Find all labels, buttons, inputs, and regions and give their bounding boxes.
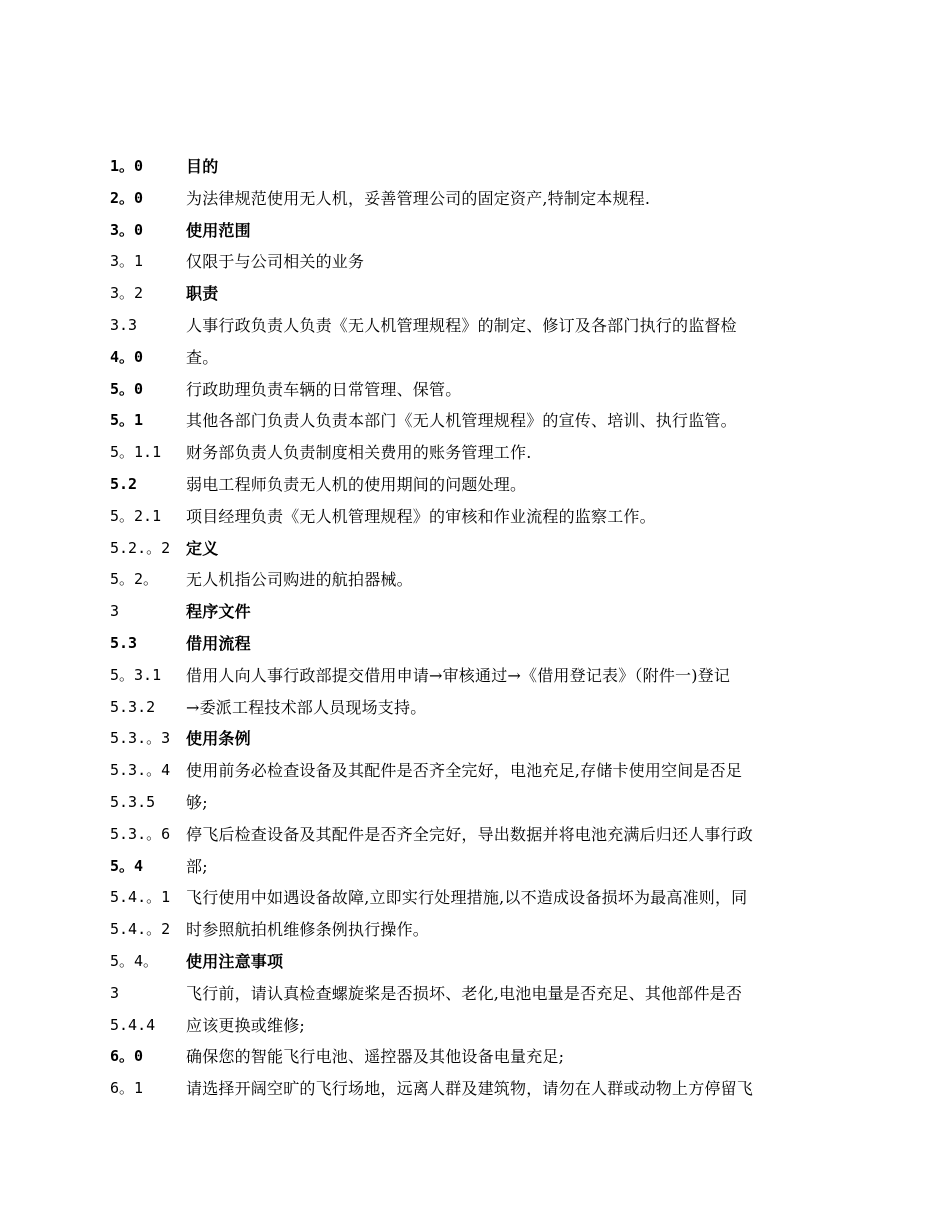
line-text: 目的 <box>186 157 219 176</box>
section-number: 3 <box>110 602 120 621</box>
line-text: 仅限于与公司相关的业务 <box>186 252 365 272</box>
document-line <box>110 215 850 247</box>
section-number: 6。0 <box>110 1047 144 1066</box>
document-line <box>110 342 850 374</box>
section-number: 5.3.。6 <box>110 824 171 843</box>
section-number: 5。2。 <box>110 570 159 589</box>
line-text: 请选择开阔空旷的飞行场地，远离人群及建筑物，请勿在人群或动物上方停留飞 <box>186 1079 754 1099</box>
line-text: 时参照航拍机维修条例执行操作。 <box>186 920 430 940</box>
section-number: 3。1 <box>110 252 144 271</box>
line-text: 应该更换或维修; <box>186 1015 305 1035</box>
document-line <box>110 628 850 660</box>
section-number: 6。1 <box>110 1079 144 1098</box>
line-text: 为法律规范使用无人机，妥善管理公司的固定资产,特制定本规程. <box>186 188 651 208</box>
section-number: 5。3.1 <box>110 665 162 684</box>
document-line <box>110 151 850 183</box>
document-line <box>110 501 850 533</box>
section-number: 5.3 <box>110 633 138 652</box>
line-text: 停飞后检查设备及其配件是否齐全完好，导出数据并将电池充满后归还人事行政 <box>186 824 754 844</box>
section-number: 5.4.4 <box>110 1015 156 1034</box>
line-text: 定义 <box>186 538 219 558</box>
line-text: 行政助理负责车辆的日常管理、保管。 <box>186 379 462 399</box>
document-line <box>110 1041 850 1073</box>
section-number: 3.3 <box>110 315 138 334</box>
document-line <box>110 246 850 278</box>
section-number: 5.2 <box>110 474 138 493</box>
line-text: 使用注意事项 <box>186 951 284 971</box>
document-line <box>110 692 850 724</box>
document-line <box>110 405 850 437</box>
line-text: 使用范围 <box>186 220 251 240</box>
document-line <box>110 946 850 978</box>
section-number: 5。4 <box>110 856 144 875</box>
line-text: 飞行前，请认真检查螺旋桨是否损坏、老化,电池电量是否充足、其他部件是否 <box>186 983 743 1003</box>
line-text: 程序文件 <box>186 602 251 622</box>
section-number: 5.3.。3 <box>110 729 171 748</box>
section-number: 2。0 <box>110 188 144 207</box>
section-number: 5.3.2 <box>110 697 156 716</box>
line-text: 部; <box>186 856 208 876</box>
document-line <box>110 278 850 310</box>
document-line <box>110 978 850 1010</box>
document-line <box>110 660 850 692</box>
line-text: 财务部负责人负责制度相关费用的账务管理工作. <box>186 443 532 463</box>
section-number: 5。4。 <box>110 951 159 970</box>
section-number: 5。0 <box>110 379 144 398</box>
section-number: 3。0 <box>110 220 144 239</box>
document-line <box>110 914 850 946</box>
document-line <box>110 787 850 819</box>
line-text: 职责 <box>186 284 219 304</box>
section-number: 5.4.。2 <box>110 920 171 939</box>
document-line <box>110 819 850 851</box>
document-line <box>110 374 850 406</box>
section-number: 4。0 <box>110 347 144 366</box>
section-number: 5.4.。1 <box>110 888 171 907</box>
section-number: 1。0 <box>110 157 144 175</box>
line-text: 使用前务必检查设备及其配件是否齐全完好，电池充足,存储卡使用空间是否足 <box>186 761 743 781</box>
line-text: 查。 <box>186 347 219 367</box>
document-line <box>110 533 850 565</box>
line-text: 借用流程 <box>186 633 251 653</box>
section-number: 5。1.1 <box>110 443 162 462</box>
section-number: 5.2.。2 <box>110 538 171 557</box>
line-text: 项目经理负责《无人机管理规程》的审核和作业流程的监察工作。 <box>186 506 656 526</box>
section-number: 5。1 <box>110 411 144 430</box>
line-text: 够; <box>186 792 208 812</box>
line-text: 使用条例 <box>186 729 251 749</box>
document-line <box>110 851 850 883</box>
document-line <box>110 723 850 755</box>
section-number: 3 <box>110 983 120 1002</box>
line-text: →委派工程技术部人员现场支持。 <box>186 697 427 717</box>
document-body <box>110 151 850 1105</box>
document-line <box>110 755 850 787</box>
document-line <box>110 469 850 501</box>
line-text: 弱电工程师负责无人机的使用期间的问题处理。 <box>186 474 527 494</box>
document-line <box>110 437 850 469</box>
line-text: 借用人向人事行政部提交借用申请→审核通过→《借用登记表》（附件一)登记 <box>186 665 731 685</box>
document-line <box>110 1010 850 1042</box>
document-line <box>110 882 850 914</box>
line-text: 确保您的智能飞行电池、遥控器及其他设备电量充足; <box>186 1047 565 1067</box>
document-line <box>110 183 850 215</box>
document-line <box>110 596 850 628</box>
line-text: 人事行政负责人负责《无人机管理规程》的制定、修订及各部门执行的监督检 <box>186 315 737 335</box>
document-line <box>110 564 850 596</box>
document-line <box>110 310 850 342</box>
section-number: 5.3.5 <box>110 792 156 811</box>
document-line <box>110 1073 850 1105</box>
line-text: 其他各部门负责人负责本部门《无人机管理规程》的宣传、培训、执行监管。 <box>186 411 737 431</box>
section-number: 3。2 <box>110 284 144 303</box>
section-number: 5.3.。4 <box>110 761 171 780</box>
line-text: 飞行使用中如遇设备故障,立即实行处理措施,以不造成设备损坏为最高准则，同 <box>186 888 748 908</box>
line-text: 无人机指公司购进的航拍器械。 <box>186 570 413 590</box>
section-number: 5。2.1 <box>110 506 162 525</box>
